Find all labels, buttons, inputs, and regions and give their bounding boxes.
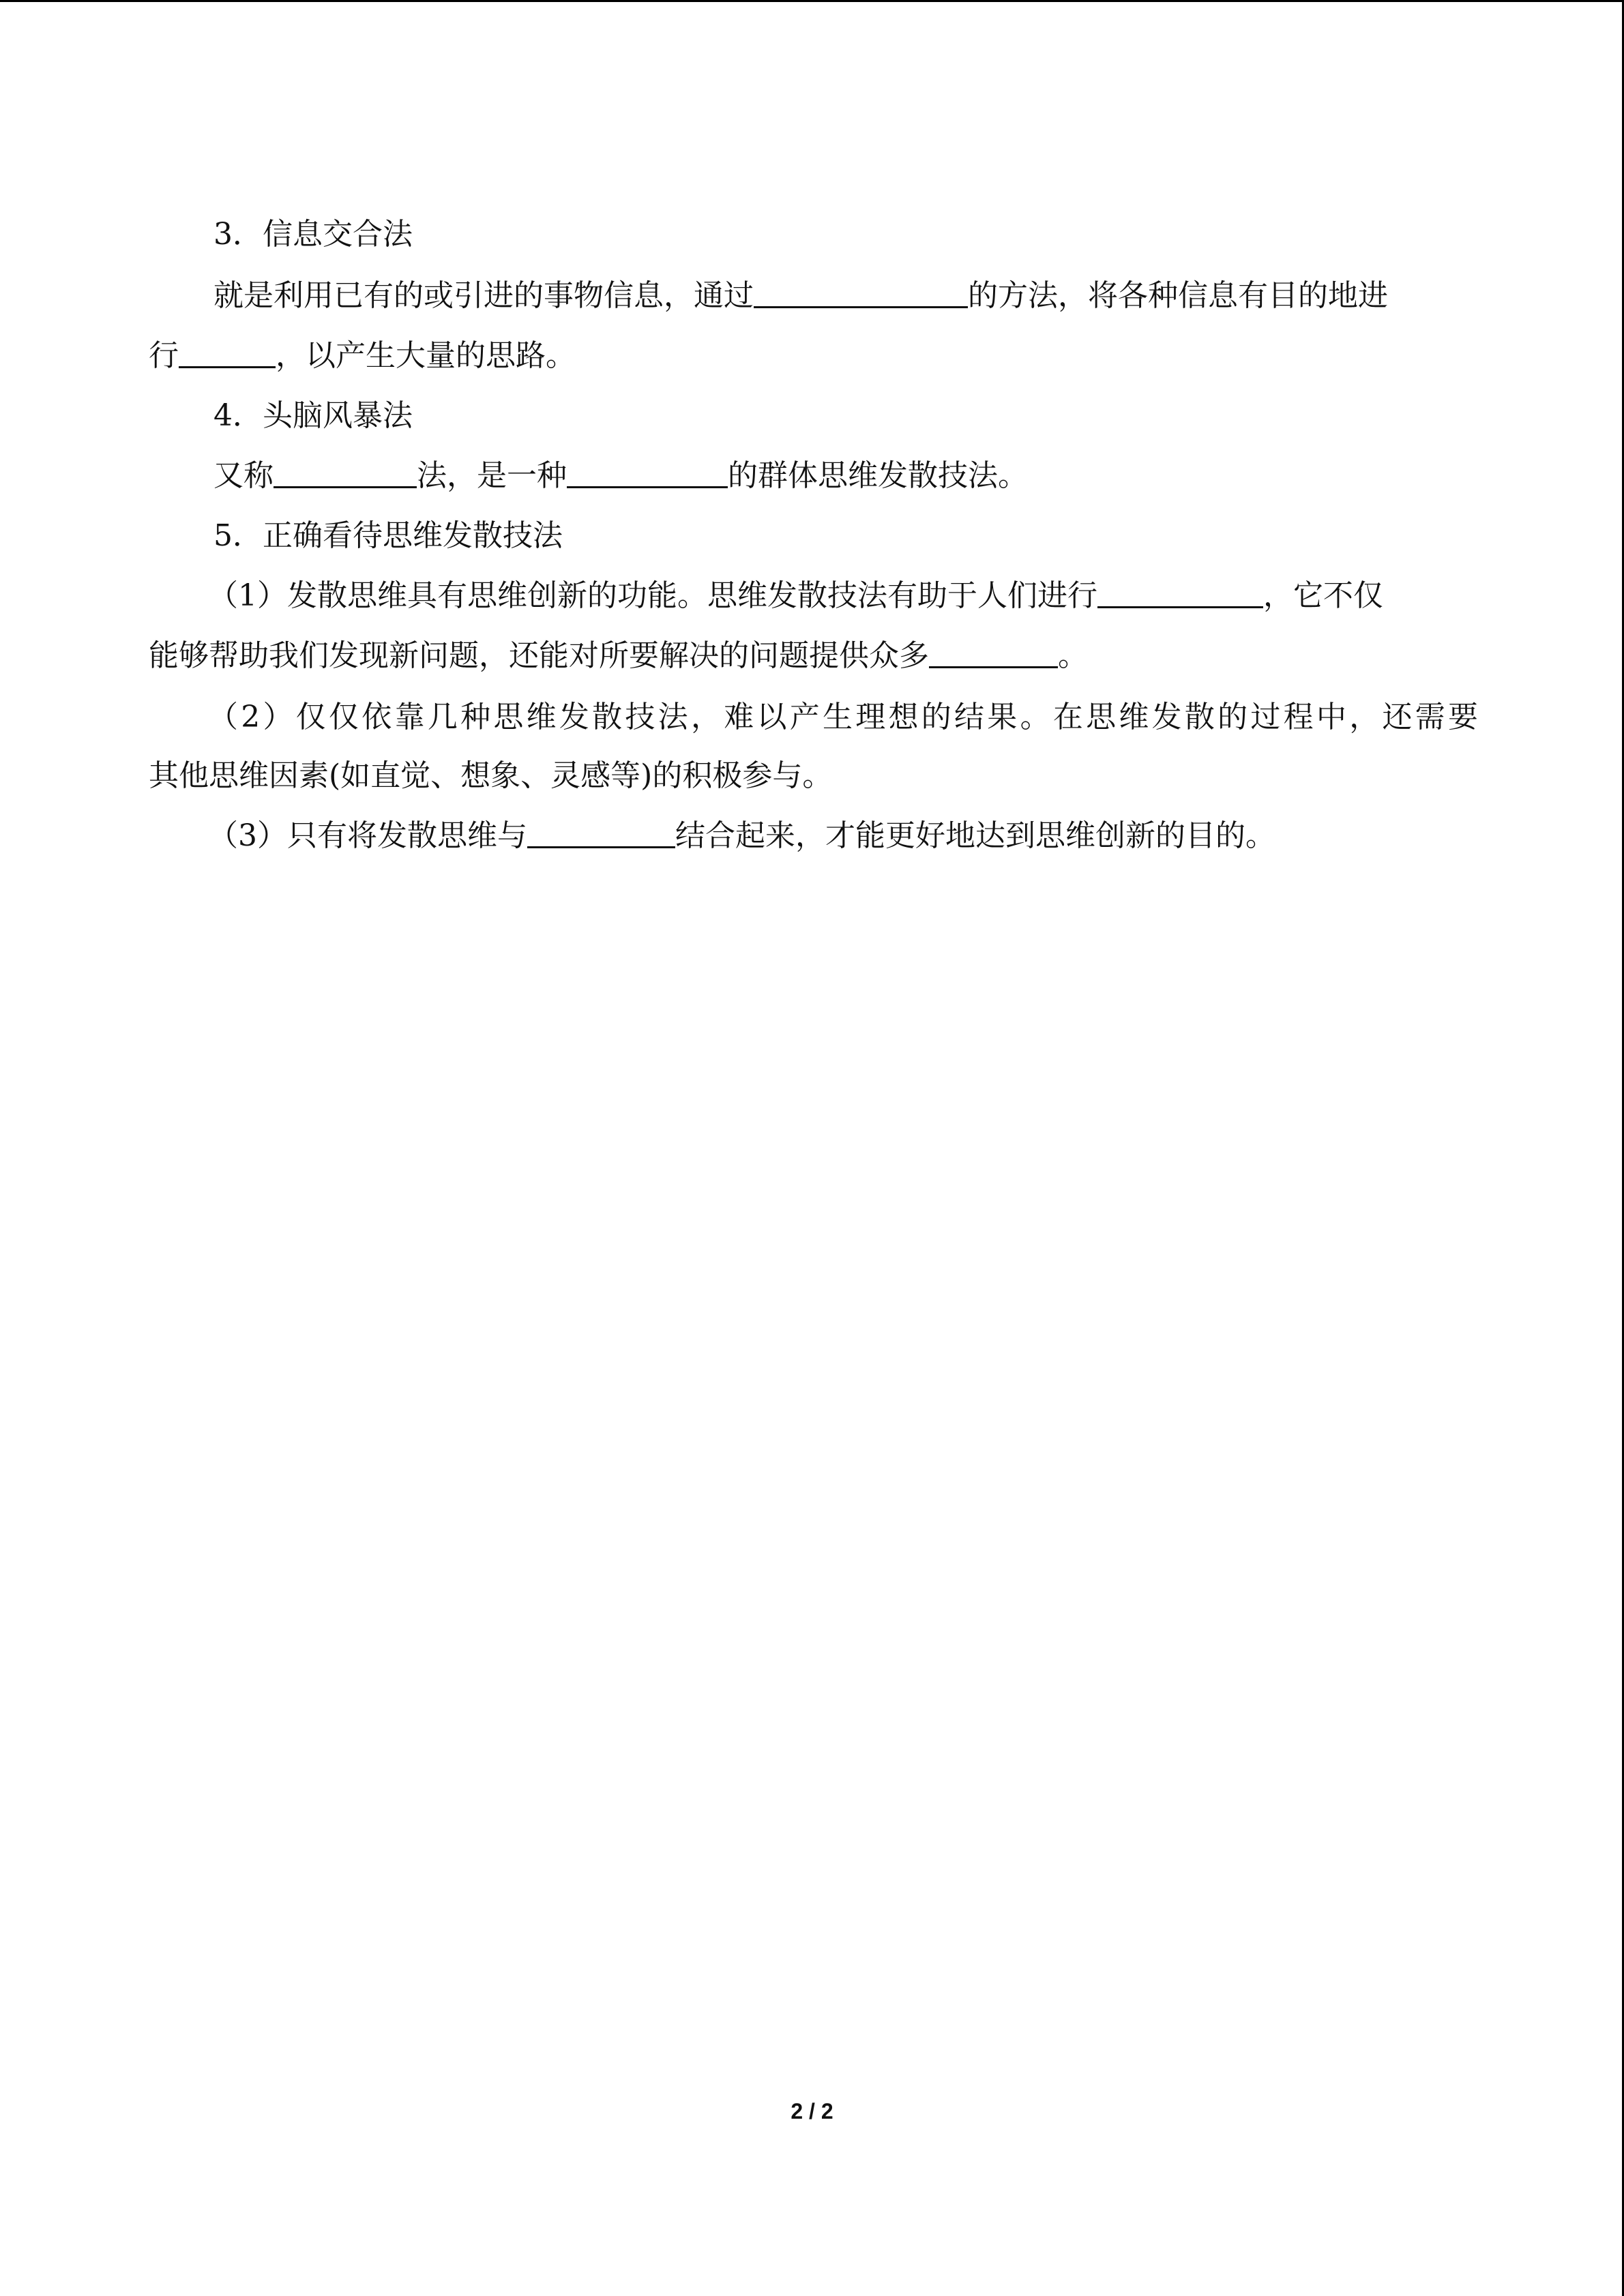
section-3-paragraph-line-2 [149,336,576,376]
text-segment: 又称 [213,458,274,493]
fill-blank-type[interactable] [567,456,728,488]
fill-blank-combine[interactable] [527,816,675,848]
text-segment: ，以产生大量的思路。 [276,338,576,373]
section-4-paragraph-line-1 [213,456,1028,496]
section-5-item-1-line-2 [149,636,1088,676]
section-5-item-3-line-1 [208,816,1275,856]
section-5-heading: 5．正确看待思维发散技法 [213,518,563,553]
text-segment: （1）发散思维具有思维创新的功能。思维发散技法有助于人们进行 [208,578,1097,613]
fill-blank-supply[interactable] [929,636,1058,668]
section-4-heading: 4．头脑风暴法 [213,398,413,433]
section-5-item-2-line-2: 其他思维因素(如直觉、想象、灵感等)的积极参与。 [149,758,833,793]
text-segment: 的方法，将各种信息有目的地进 [968,278,1388,313]
text-segment: （3）只有将发散思维与 [208,818,527,853]
text-segment: 结合起来，才能更好地达到思维创新的目的。 [675,818,1275,853]
fill-blank-alias[interactable] [274,456,417,488]
text-segment: 行 [149,338,179,373]
fill-blank-process[interactable] [1097,576,1263,608]
text-segment: 就是利用已有的或引进的事物信息，通过 [213,278,754,313]
section-3-heading: 3．信息交合法 [213,217,413,252]
text-segment: ，它不仅 [1263,578,1383,613]
text-segment: 能够帮助我们发现新问题，还能对所要解决的问题提供众多 [149,638,929,673]
section-5-item-1-line-1 [208,576,1383,616]
fill-blank-method[interactable] [754,276,968,308]
text-segment: 。 [1058,638,1088,673]
text-segment: 的群体思维发散技法。 [728,458,1028,493]
section-5-item-2-line-1: （2）仅仅依靠几种思维发散技法，难以产生理想的结果。在思维发散的过程中，还需要 [208,700,1478,734]
fill-blank-action[interactable] [179,336,276,368]
section-3-paragraph-line-1 [213,275,1388,316]
text-segment: 法，是一种 [417,458,567,493]
page-number: 2 / 2 [791,2099,833,2123]
